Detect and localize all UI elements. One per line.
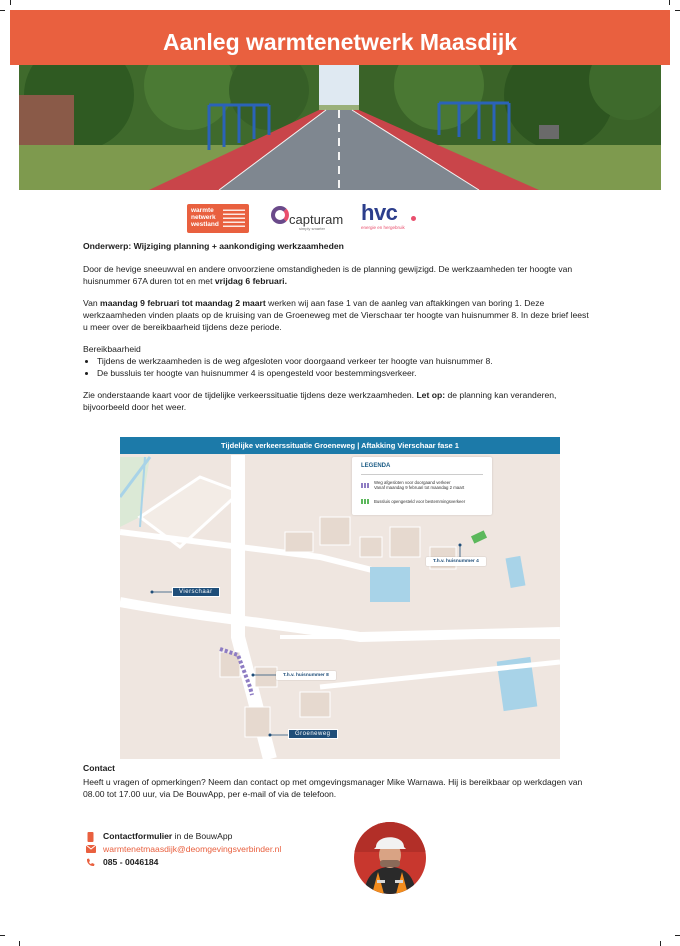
text-bold: vrijdag 6 februari. [214, 276, 287, 286]
text: Door de hevige sneeuwval en andere onvoorziene omstandigheden is de planning gewijzigd. De werkzaamheden ter hoogte van huisnummer 67A duren tot en met [83, 264, 573, 286]
legend-item-closed-sub: Vanaf maandag 9 februari tot maandag 2 maart [374, 485, 465, 490]
text: werken wij aan fase 1 van de aanleg van aftakkingen van boring 1. Deze werkzaamheden vinden plaats op de kruising van de Groeneweg met de Vierschaar ter hoogte van huisnummer 8. In deze brief leest u meer over de bereikbaarheid tijdens deze periode. [83, 298, 589, 332]
page-title: Aanleg warmtenetwerk Maasdijk [162, 29, 518, 55]
letter-body [83, 240, 593, 423]
logo-subtext: energie en hergebruik [361, 225, 405, 230]
location-label-huisnummer-4: T.h.v. huisnummer 4 [426, 557, 486, 566]
text-bold: Let op: [416, 390, 446, 400]
wave-icon [223, 209, 245, 227]
logo-text: capturam [289, 212, 344, 227]
traffic-map [120, 437, 560, 759]
contact-avatar [354, 822, 426, 894]
location-label-huisnummer-8: T.h.v. huisnummer 8 [276, 671, 336, 680]
legend-divider [361, 474, 483, 475]
partner-logos [0, 200, 680, 240]
contact-form-row[interactable] [86, 830, 281, 843]
legend-item-closed: Weg afgesloten voor doorgaand verkeer [374, 480, 451, 485]
capturam-mark-icon [271, 206, 289, 224]
crop-mark [19, 941, 20, 946]
capturam-logo [271, 204, 343, 232]
crop-mark [675, 10, 680, 11]
crop-mark [10, 0, 11, 5]
list-item: • Tijdens de werkzaamheden is de weg afgesloten voor doorgaand verkeer ter hoogte van huisnummer 8. [97, 355, 593, 367]
logo-subtext: simply smarter [299, 226, 326, 231]
crop-mark [675, 935, 680, 936]
text: de planning kan veranderen, bijvoorbeeld door het weer. [83, 390, 557, 412]
logo-text: netwerk [191, 214, 216, 221]
bus-lock-swatch [361, 499, 370, 504]
legend-title: LEGENDA [361, 463, 391, 469]
paragraph-work [83, 297, 593, 333]
map-canvas [120, 437, 560, 759]
phone-number[interactable]: 085 - 0046184 [103, 857, 159, 867]
paragraph-planning [83, 263, 593, 287]
legend-item-bus: Bussluis opengesteld voor bestemmingsverkeer [374, 499, 466, 504]
phone-icon [86, 858, 95, 867]
header-banner [10, 10, 670, 65]
crop-mark [0, 10, 5, 11]
crop-mark [660, 941, 661, 946]
contact-form-label: Contactformulier [103, 831, 173, 841]
warmtenetwerk-westland-logo [187, 204, 249, 233]
list-item: • De bussluis ter hoogte van huisnummer 4 is opengesteld voor bestemmingsverkeer. [97, 367, 593, 379]
phone-row[interactable] [86, 856, 281, 869]
street-tag-vierschaar: Vierschaar [172, 587, 220, 597]
text: Van [83, 298, 101, 308]
logo-text: westland [191, 221, 219, 228]
email-link[interactable]: warmtenetmaasdijk@deomgevingsverbinder.nl [103, 844, 282, 854]
header-photo [19, 65, 661, 190]
map-legend [352, 457, 492, 515]
crop-mark [0, 935, 5, 936]
contact-form-rest: in de BouwApp [172, 831, 233, 841]
contact-paragraph: Heeft u vragen of opmerkingen? Neem dan contact op met omgevingsmanager Mike Warnawa. Hij is bereikbaar op werkdagen van 08.00 tot 17.00 uur, via De BouwApp, per e-mail of via de telefoon. [83, 777, 583, 799]
contact-heading: Contact [83, 763, 115, 773]
street-tag-groeneweg: Groeneweg [288, 729, 338, 739]
paragraph-map-intro [83, 389, 593, 413]
logo-text: hvc [361, 200, 398, 225]
hvc-logo [361, 202, 421, 234]
access-list [83, 355, 593, 379]
email-row[interactable] [86, 843, 281, 856]
phone-device-icon [86, 832, 95, 841]
crop-mark [669, 0, 670, 5]
contact-list [86, 830, 281, 869]
mail-icon [86, 845, 95, 854]
access-heading: Bereikbaarheid [83, 344, 141, 354]
text: Zie onderstaande kaart voor de tijdelijke verkeerssituatie tijdens deze werkzaamheden. [83, 390, 417, 400]
logo-text: warmte [191, 207, 214, 214]
dot-icon [411, 216, 416, 221]
subject-line: Onderwerp: Wijziging planning + aankondiging werkzaamheden [83, 241, 344, 251]
map-title: Tijdelijke verkeerssituatie Groeneweg | Aftakking Vierschaar fase 1 [120, 437, 560, 454]
closed-road-swatch [361, 483, 370, 488]
text-bold: maandag 9 februari tot maandag 2 maart [100, 298, 266, 308]
